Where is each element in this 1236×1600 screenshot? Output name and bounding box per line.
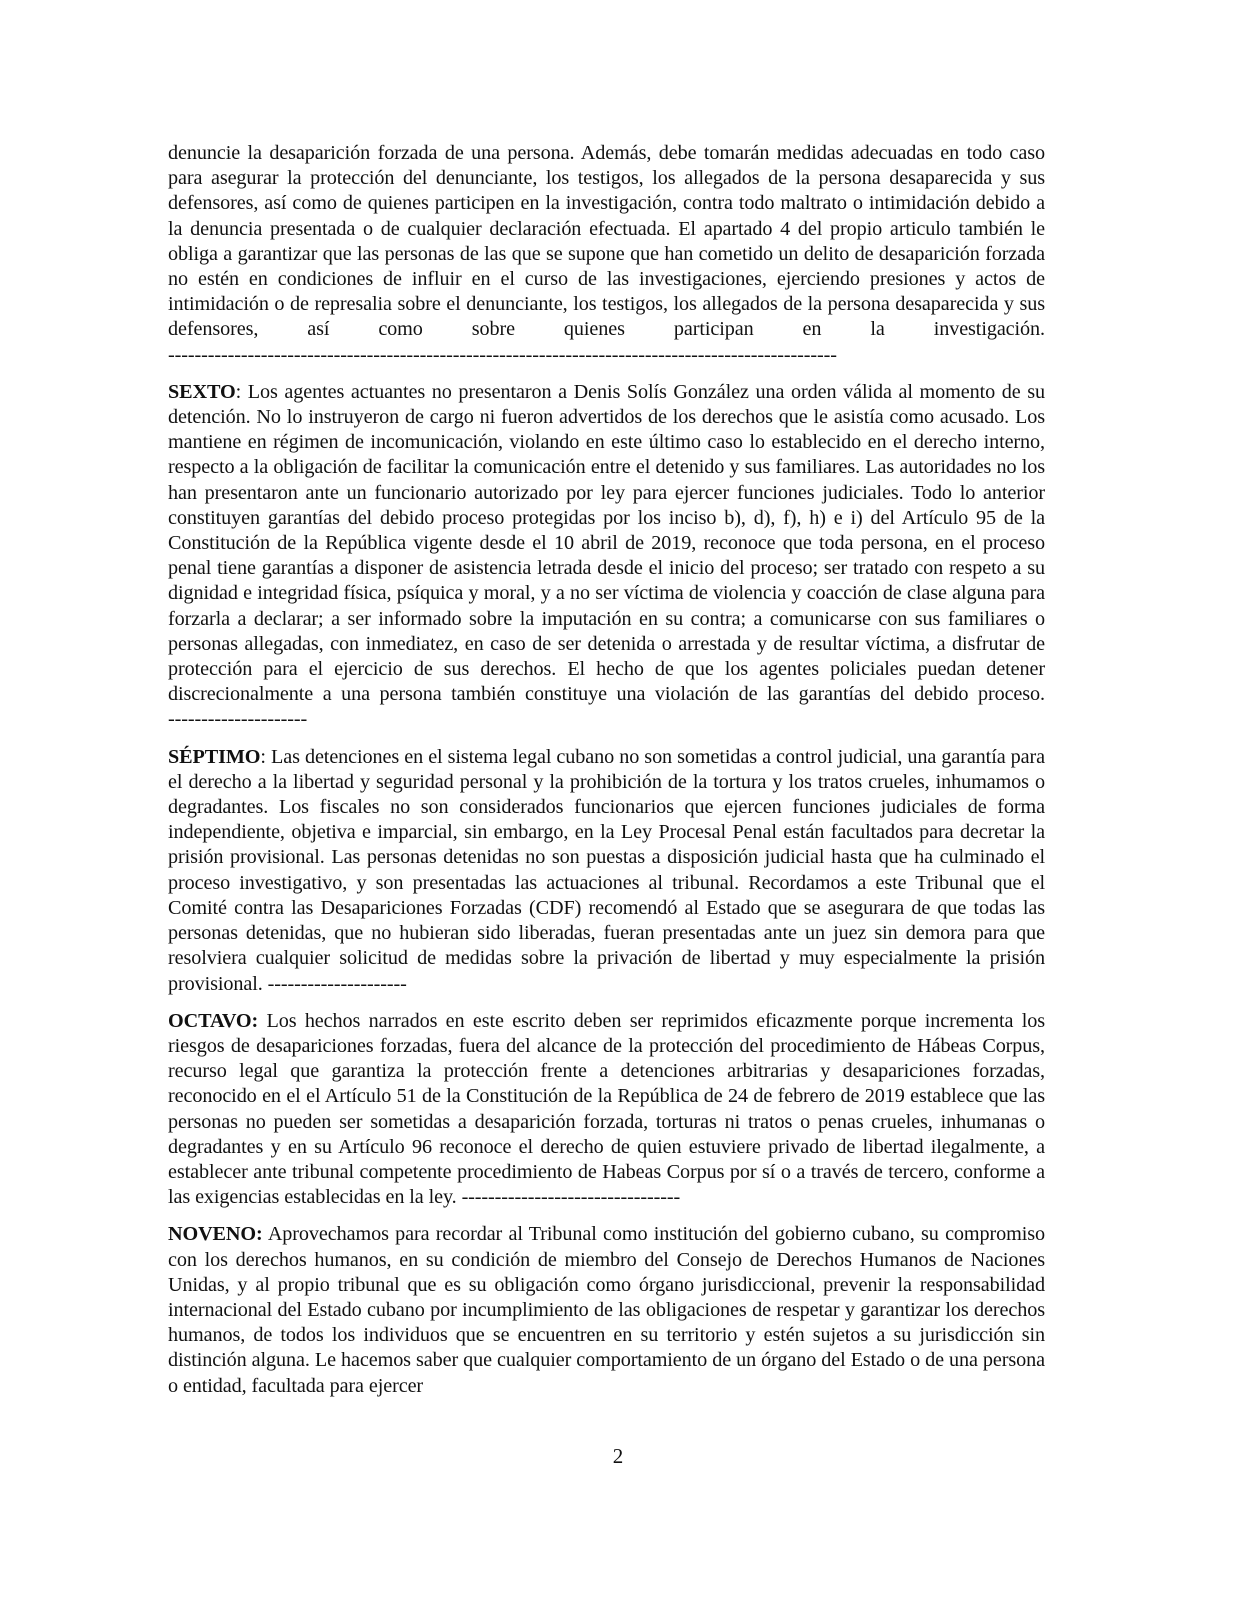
paragraph-heading: SÉPTIMO bbox=[168, 745, 261, 768]
paragraph-text: denuncie la desaparición forzada de una persona. Además, debe tomarán medidas adecuadas en todo caso para asegurar la protección del denunciante, los testigos, los allegados de la persona desaparecida y sus defensores, así como de quienes participen en la investigación, contra todo maltrato o intimidación debido a la denuncia presentada o de cualquier declaración efectuada. El apartado 4 del propio articulo también le obliga a garantizar que las personas de las que se supone que han cometido un delito de desaparición forzada no estén en condiciones de influir en el curso de las investigaciones, ejerciendo presiones y actos de intimidación o de represalia sobre el denunciante, los testigos, los allegados de la persona desaparecida y sus defensores, así como sobre quienes participan en la investigación. bbox=[168, 142, 1045, 341]
paragraph-sexto bbox=[168, 380, 1045, 733]
paragraph-heading: OCTAVO: bbox=[168, 1009, 259, 1032]
paragraph-heading: NOVENO: bbox=[168, 1223, 263, 1246]
paragraph-text: Aprovechamos para recordar al Tribunal como institución del gobierno cubano, su compromiso con los derechos humanos, en su condición de miembro del Consejo de Derechos Humanos de Naciones Unidas, y al propio tribunal que es su obligación como órgano jurisdiccional, prevenir la responsabilidad internacional del Estado cubano por incumplimiento de las obligaciones de respetar y garantizar los derechos humanos, de todos los individuos que se encuentren en su territorio y estén sujetos a su jurisdicción sin distinción alguna. Le hacemos saber que cualquier comportamiento de un órgano del Estado o de una persona o entidad, facultada para ejercer bbox=[168, 1223, 1045, 1397]
paragraph-septimo bbox=[168, 745, 1045, 997]
separator-dashes: --------------------------------- bbox=[461, 1186, 681, 1209]
paragraph-continuation bbox=[168, 141, 1045, 368]
separator-dashes: --------------------- bbox=[267, 972, 407, 995]
paragraph-text: : Las detenciones en el sistema legal cubano no son sometidas a control judicial, una garantía para el derecho a la libertad y seguridad personal y la prohibición de la tortura y los tratos crueles, inhumamos o degradantes. Los fiscales no son considerados funcionarios que ejercen funciones judiciales de forma independiente, objetiva e imparcial, sin embargo, en la Ley Procesal Penal están facultados para decretar la prisión provisional. Las personas detenidas no son puestas a disposición judicial hasta que ha culminado el proceso investigativo, y son presentadas las actuaciones al tribunal. Recordamos a este Tribunal que el Comité contra las Desapariciones Forzadas (CDF) recomendó al Estado que se asegurara de que todas las personas detenidas, que no hubieran sido liberadas, fueran presentadas ante un juez sin demora para que resolviera cualquier solicitud de medidas sobre la privación de libertad y muy especialmente la prisión provisional. bbox=[168, 745, 1045, 995]
paragraph-text: Los hechos narrados en este escrito deben ser reprimidos eficazmente porque incrementa los riesgos de desapariciones forzadas, fuera del alcance de la protección del procedimiento de Hábeas Corpus, recurso legal que garantiza la protección frente a detenciones arbitrarias y desapariciones forzadas, reconocido en el el Artículo 51 de la Constitución de la República de 24 de febrero de 2019 establece que las personas no pueden ser sometidas a desaparición forzada, torturas ni tratos o penas crueles, inhumanas o degradantes y en su Artículo 96 reconoce el derecho de quien estuviere privado de libertad ilegalmente, a establecer ante tribunal competente procedimiento de Habeas Corpus por sí o a través de tercero, conforme a las exigencias establecidas en la ley. bbox=[168, 1009, 1045, 1209]
page-number: 2 bbox=[612, 1444, 624, 1468]
paragraph-noveno bbox=[168, 1222, 1045, 1398]
paragraph-octavo bbox=[168, 1009, 1045, 1211]
paragraph-heading: SEXTO bbox=[168, 380, 236, 403]
document-body bbox=[168, 141, 1045, 1411]
separator-dashes: ----------------------------------------------------------------------------------------------------- bbox=[168, 343, 837, 366]
paragraph-text: : Los agentes actuantes no presentaron a Denis Solís González una orden válida al momento de su detención. No lo instruyeron de cargo ni fueron advertidos de los derechos que le asistía como acusado. Los mantiene en régimen de incomunicación, violando en este último caso lo establecido en el derecho interno, respecto a la obligación de facilitar la comunicación entre el detenido y sus familiares. Las autoridades no los han presentaron ante un funcionario autorizado por ley para ejercer funciones judiciales. Todo lo anterior constituyen garantías del debido proceso protegidas por los inciso b), d), f), h) e i) del Artículo 95 de la Constitución de la República vigente desde el 10 abril de 2019, reconoce que toda persona, en el proceso penal tiene garantías a disponer de asistencia letrada desde el inicio del proceso; ser tratado con respeto a su dignidad e integridad física, psíquica y moral, y a no ser víctima de violencia y coacción de clase alguna para forzarla a declarar; a ser informado sobre la imputación en su contra; a comunicarse con sus familiares o personas allegadas, con inmediatez, en caso de ser detenida o arrestada y de resultar víctima, a disfrutar de protección para el ejercicio de sus derechos. El hecho de que los agentes policiales puedan detener discrecionalmente a una persona también constituye una violación de las garantías del debido proceso. bbox=[168, 380, 1045, 706]
separator-dashes: --------------------- bbox=[168, 708, 308, 731]
